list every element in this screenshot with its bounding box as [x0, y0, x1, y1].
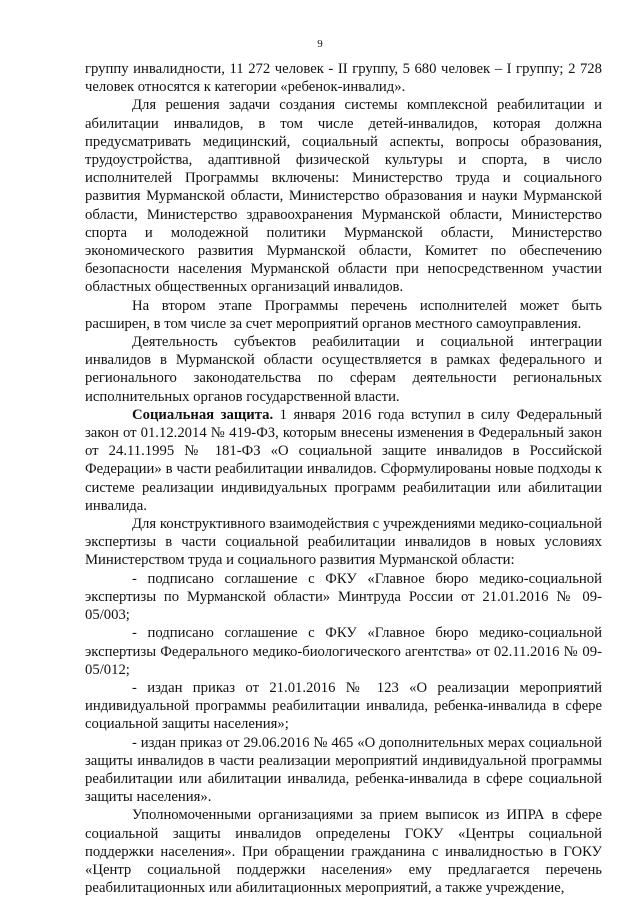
- paragraph-second-stage: На втором этапе Программы перечень исполнителей может быть расширен, в том числе за счет мероприятий органов местного самоуправления.: [85, 297, 602, 332]
- list-item-agreement-murmansk: - подписано соглашение с ФКУ «Главное бюро медико-социальной экспертизы по Мурманской области» Минтруда России от 21.01.2016 № 09-05/003;: [85, 570, 602, 624]
- paragraph-social-protection: [85, 406, 602, 515]
- social-protection-text: 1 января 2016 года вступил в силу Федеральный закон от 01.12.2014 № 419-ФЗ, которым внесены изменения в Федеральный закон от 24.11.1995 № 181-ФЗ «О социальной защите инвалидов в Российской Федерации» в части реабилитации инвалидов. Сформулированы новые подходы к системе реализации индивидуальных программ реабилитации или абилитации инвалида.: [85, 406, 602, 514]
- paragraph-authorized-organizations: Уполномоченными организациями за прием выписок из ИПРА в сфере социальной защиты инвалидов определены ГОКУ «Центры социальной поддержки населения». При обращении гражданина с инвалидностью в ГОКУ «Центр социальной поддержки населения» ему предлагается перечень реабилитационных или абилитационных мероприятий, а также учреждение,: [85, 807, 602, 897]
- social-protection-heading: Социальная защита.: [132, 406, 274, 423]
- list-item-order-465: - издан приказ от 29.06.2016 № 465 «О дополнительных мерах социальной защиты инвалидов в части реализации мероприятий индивидуальной программы реабилитации или абилитации инвалида, ребенка-инвалида в сфере социальной защиты населения».: [85, 734, 602, 806]
- paragraph-program-executors: Для решения задачи создания системы комплексной реабилитации и абилитации инвалидов, в том числе детей-инвалидов, которая должна предусматривать медицинский, социальный аспекты, вопросы образования, трудоустройства, адаптивной физической культуры и спорта, в число исполнителей Программы включены: Министерство труда и социального развития Мурманской области, Министерство образования и науки Мурманской области, Министерство здравоохранения Мурманской области, Министерство спорта и молодежной политики Мурманской области, Министерство экономического развития Мурманской области, Комитет по обеспечению безопасности населения Мурманской области при непосредственном участии областных общественных организаций инвалидов.: [85, 97, 602, 296]
- paragraph-disability-groups: группу инвалидности, 11 272 человек - II группу, 5 680 человек – I группу; 2 728 человек относятся к категории «ребенок-инвалид».: [85, 61, 602, 96]
- page-number: 9: [317, 38, 323, 50]
- document-body: [85, 60, 602, 897]
- paragraph-rehabilitation-subjects: Деятельность субъектов реабилитации и социальной интеграции инвалидов в Мурманской области осуществляется в рамках федерального и регионального законодательства по сферам деятельности региональных исполнительных органов государственной власти.: [85, 334, 602, 405]
- list-item-order-123: - издан приказ от 21.01.2016 № 123 «О реализации мероприятий индивидуальной программы реабилитации инвалида, ребенка-инвалида в сфере социальной защиты населения»;: [85, 679, 602, 733]
- paragraph-constructive-interaction: Для конструктивного взаимодействия с учреждениями медико-социальной экспертизы в части социальной реабилитации инвалидов в новых условиях Министерством труда и социального развития Мурманской области:: [85, 516, 602, 569]
- list-item-agreement-fmba: - подписано соглашение с ФКУ «Главное бюро медико-социальной экспертизы Федерального медико-биологического агентства» от 02.11.2016 № 09-05/012;: [85, 625, 602, 678]
